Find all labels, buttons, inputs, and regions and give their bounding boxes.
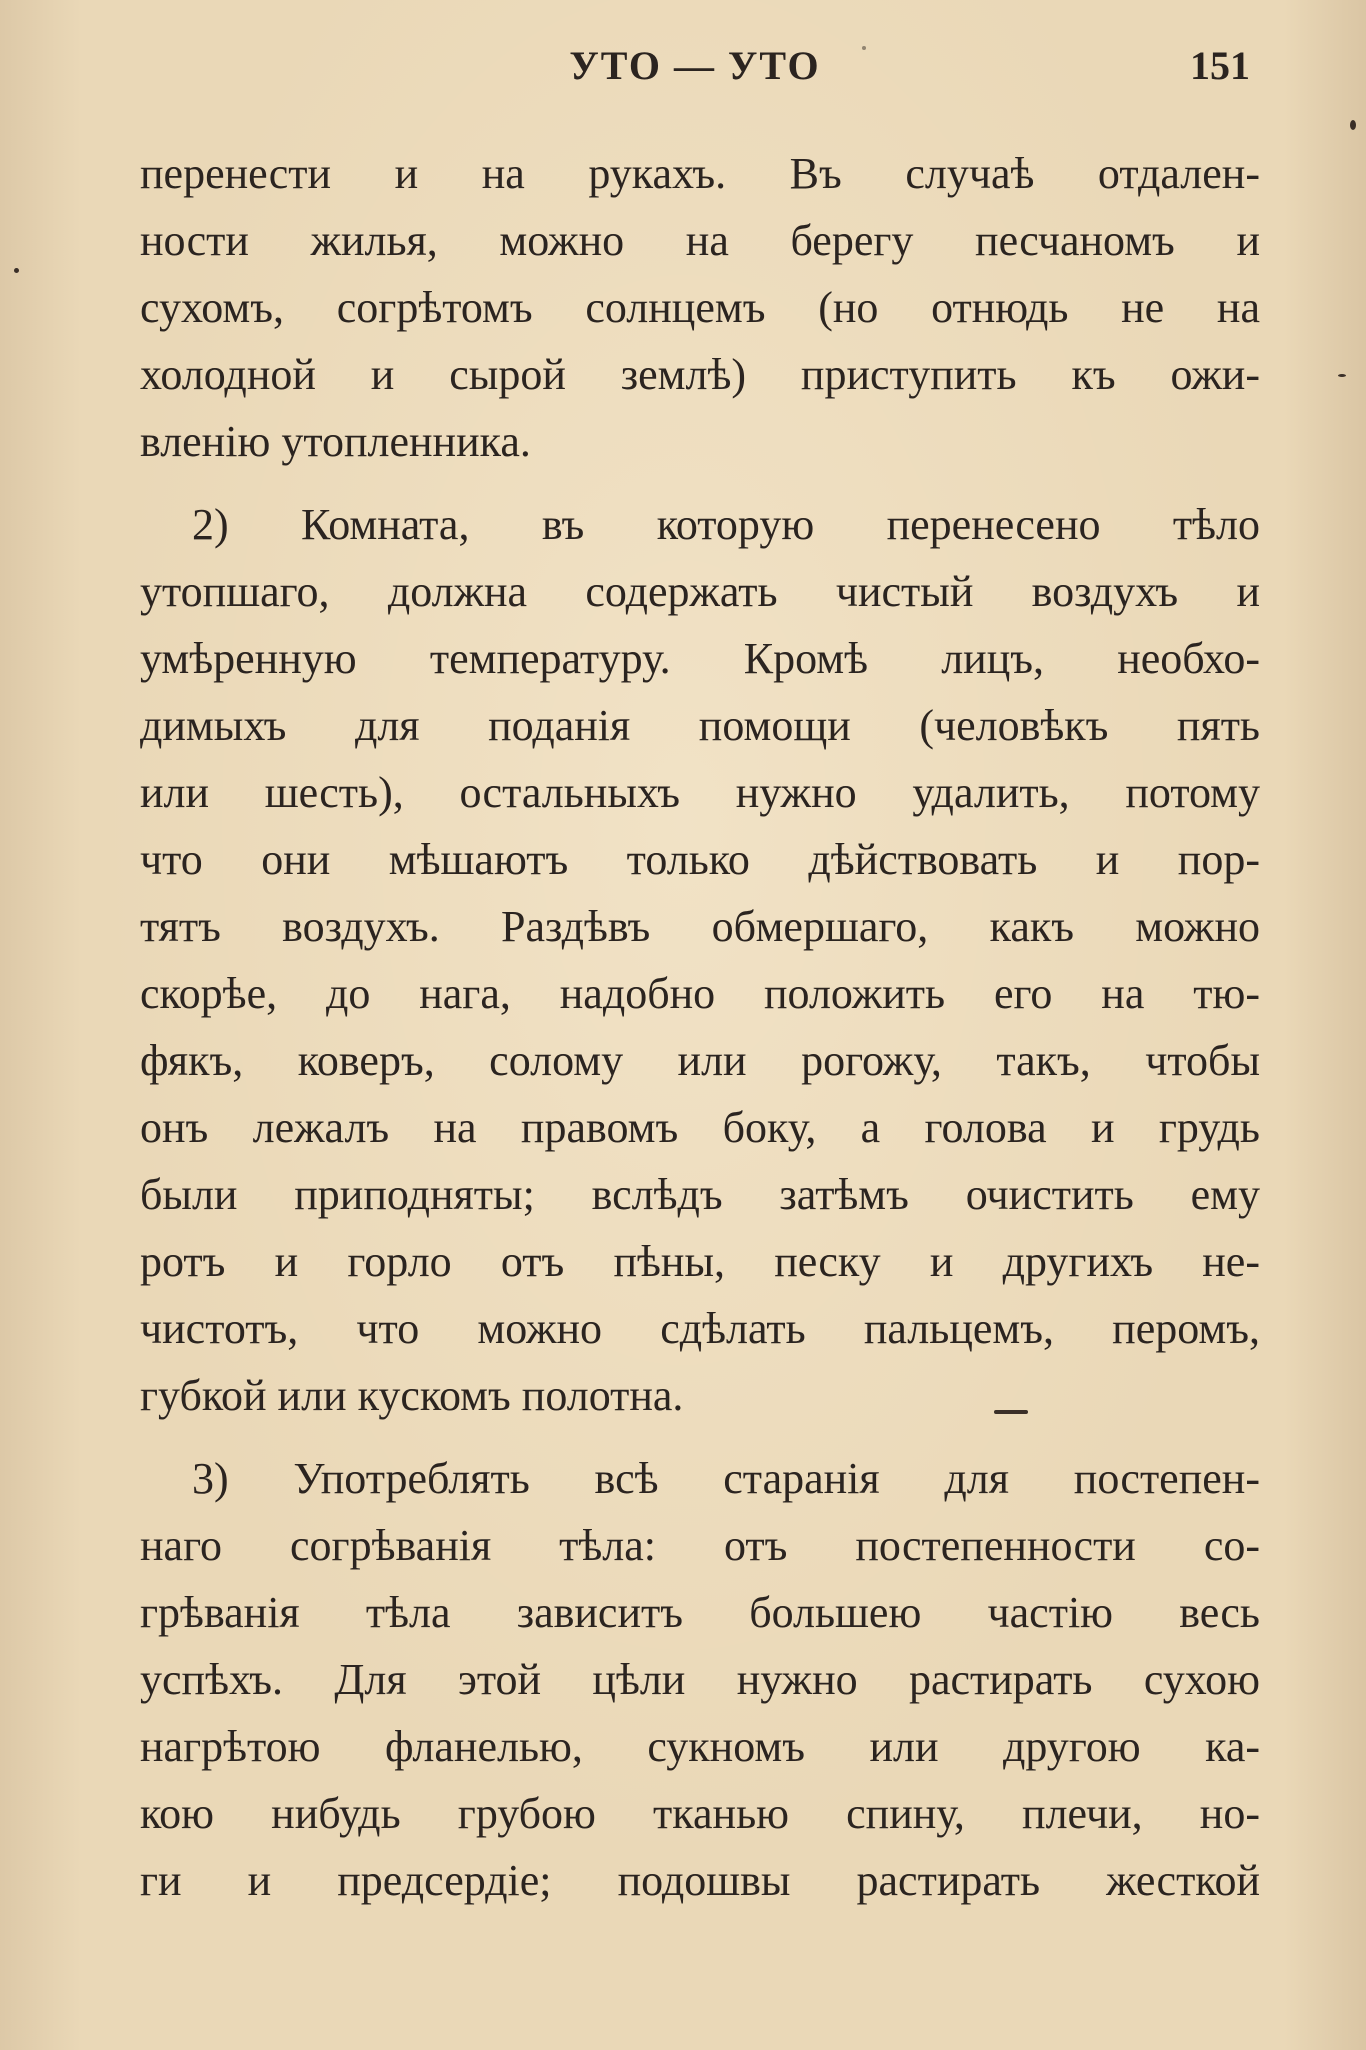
text-line: грѣванія тѣла зависитъ большею частію весь xyxy=(140,1588,1260,1637)
text-line: ности жилья, можно на берегу песчаномъ и xyxy=(140,216,1260,265)
paragraph-gap xyxy=(140,475,1260,491)
paragraph-1 xyxy=(140,140,1260,475)
text-line: что они мѣшаютъ только дѣйствовать и пор- xyxy=(140,835,1260,884)
paper-speck xyxy=(1338,374,1346,377)
paper-speck xyxy=(14,268,19,273)
text-line: 3) Употреблять всѣ старанія для постепен- xyxy=(192,1454,1260,1503)
text-line: губкой или кускомъ полотна. xyxy=(140,1371,684,1420)
text-line: димыхъ для поданія помощи (человѣкъ пять xyxy=(140,701,1260,750)
text-line: ги и предсердіе; подошвы растирать жесткой xyxy=(140,1856,1260,1905)
page-number: 151 xyxy=(1190,43,1250,88)
text-line: ротъ и горло отъ пѣны, песку и другихъ не- xyxy=(140,1237,1260,1286)
running-head: УТО — УТО xyxy=(569,43,821,88)
paragraph-gap xyxy=(140,1429,1260,1445)
text-line: успѣхъ. Для этой цѣли нужно растирать сухою xyxy=(140,1655,1260,1704)
text-line: тятъ воздухъ. Раздѣвъ обмершаго, какъ можно xyxy=(140,902,1260,951)
page-header xyxy=(140,42,1250,102)
text-line: 2) Комната, въ которую перенесено тѣло xyxy=(192,500,1260,549)
text-line: кою нибудь грубою тканью спину, плечи, но- xyxy=(140,1789,1260,1838)
text-line: фякъ, коверъ, солому или рогожу, такъ, чтобы xyxy=(140,1036,1260,1085)
text-line: утопшаго, должна содержать чистый воздухъ и xyxy=(140,567,1260,616)
text-line: холодной и сырой землѣ) приступить къ ожи- xyxy=(140,350,1260,399)
text-line: наго согрѣванія тѣла: отъ постепенности со- xyxy=(140,1521,1260,1570)
text-line: умѣренную температуру. Кромѣ лицъ, необхо- xyxy=(140,634,1260,683)
text-line: онъ лежалъ на правомъ боку, а голова и грудь xyxy=(140,1103,1260,1152)
paragraph-3 xyxy=(140,1445,1260,1914)
paper-speck xyxy=(994,1410,1028,1414)
text-line: вленію утопленника. xyxy=(140,417,531,466)
text-line: или шесть), остальныхъ нужно удалить, потому xyxy=(140,768,1260,817)
text-line: были приподняты; вслѣдъ затѣмъ очистить ему xyxy=(140,1170,1260,1219)
paragraph-2 xyxy=(140,491,1260,1429)
text-line: перенести и на рукахъ. Въ случаѣ отдален- xyxy=(140,149,1260,198)
text-line: сухомъ, согрѣтомъ солнцемъ (но отнюдь не на xyxy=(140,283,1260,332)
paper-speck xyxy=(1350,120,1356,130)
text-line: нагрѣтою фланелью, сукномъ или другою ка- xyxy=(140,1722,1260,1771)
paper-speck xyxy=(862,46,866,50)
text-line: скорѣе, до нага, надобно положить его на тю- xyxy=(140,969,1260,1018)
text-line: чистотъ, что можно сдѣлать пальцемъ, перомъ, xyxy=(140,1304,1260,1353)
body-text xyxy=(140,140,1260,1914)
